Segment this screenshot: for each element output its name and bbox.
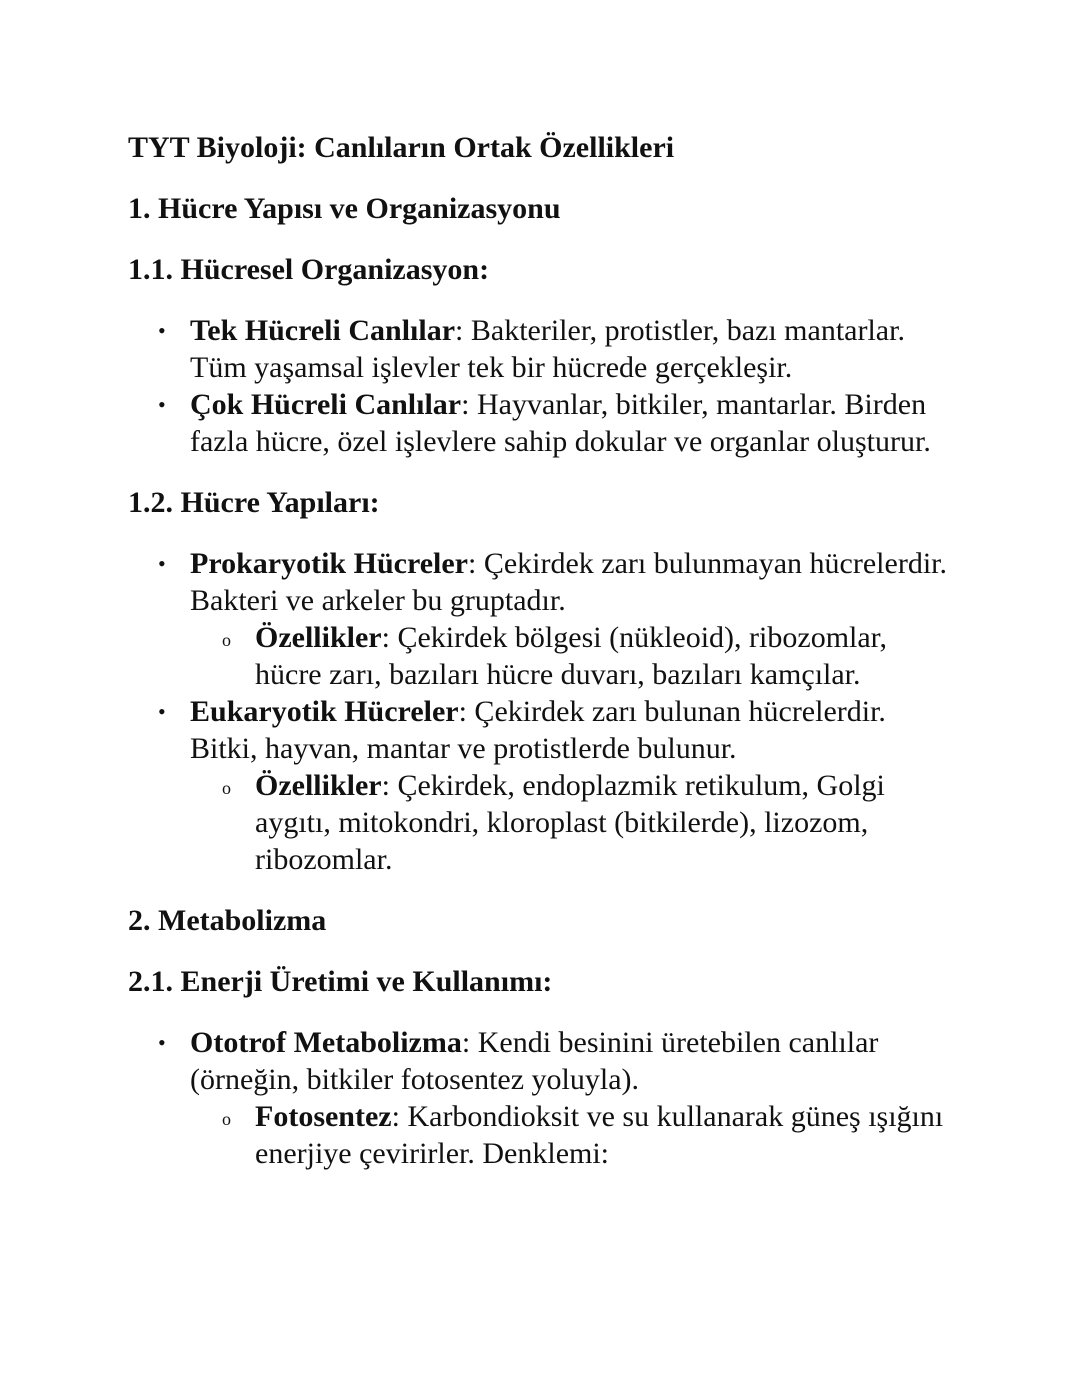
bullet-icon: • (158, 392, 166, 417)
section-1-1-heading: 1.1. Hücresel Organizasyon: (128, 253, 490, 286)
bullet-icon: • (158, 1030, 166, 1055)
list-item (128, 693, 958, 767)
list-item (128, 312, 958, 386)
list-item (128, 386, 958, 460)
term: Çok Hücreli Canlılar (190, 388, 462, 421)
term: Eukaryotik Hücreler (190, 695, 459, 728)
sub-list-item (128, 767, 958, 878)
description: : Çekirdek zarı bulunmayan hücrelerdir. Bakteri ve arkeler bu gruptadır. (190, 547, 947, 617)
term: Fotosentez (255, 1100, 392, 1133)
cell-organization-list (128, 312, 958, 460)
section-2-1-heading: 2.1. Enerji Üretimi ve Kullanımı: (128, 965, 553, 998)
bullet-icon: • (158, 551, 166, 576)
term: Özellikler (255, 621, 382, 654)
sub-list-item (128, 1098, 958, 1172)
section-1-heading: 1. Hücre Yapısı ve Organizasyonu (128, 192, 561, 225)
description: : Hayvanlar, bitkiler, mantarlar. Birden fazla hücre, özel işlevlere sahip dokular ve organlar oluşturur. (190, 388, 931, 458)
term: Özellikler (255, 769, 382, 802)
document-page (128, 129, 958, 1196)
cell-structures-list (128, 545, 958, 878)
list-item (128, 545, 958, 619)
bullet-icon: • (158, 318, 166, 343)
description: : Çekirdek bölgesi (nükleoid), ribozomlar, hücre zarı, bazıları hücre duvarı, bazıları kamçılar. (255, 621, 887, 691)
energy-list (128, 1024, 958, 1172)
section-1-2-heading: 1.2. Hücre Yapıları: (128, 486, 380, 519)
term: Ototrof Metabolizma (190, 1026, 462, 1059)
term: Prokaryotik Hücreler (190, 547, 468, 580)
document-title: TYT Biyoloji: Canlıların Ortak Özellikleri (128, 131, 675, 164)
section-2-heading: 2. Metabolizma (128, 904, 327, 937)
circle-bullet-icon: o (222, 630, 231, 650)
description: : Çekirdek, endoplazmik retikulum, Golgi aygıtı, mitokondri, kloroplast (bitkilerde), lizozom, ribozomlar. (255, 769, 885, 876)
description: : Bakteriler, protistler, bazı mantarlar. Tüm yaşamsal işlevler tek bir hücrede gerçekleşir. (190, 314, 905, 384)
list-item (128, 1024, 958, 1098)
sub-list-item (128, 619, 958, 693)
bullet-icon: • (158, 699, 166, 724)
circle-bullet-icon: o (222, 1109, 231, 1129)
description: : Karbondioksit ve su kullanarak güneş ışığını enerjiye çevirirler. Denklemi: (255, 1100, 944, 1170)
description: : Çekirdek zarı bulunan hücrelerdir. Bitki, hayvan, mantar ve protistlerde bulunur. (190, 695, 886, 765)
circle-bullet-icon: o (222, 778, 231, 798)
term: Tek Hücreli Canlılar (190, 314, 456, 347)
description: : Kendi besinini üretebilen canlılar (örneğin, bitkiler fotosentez yoluyla). (190, 1026, 879, 1096)
